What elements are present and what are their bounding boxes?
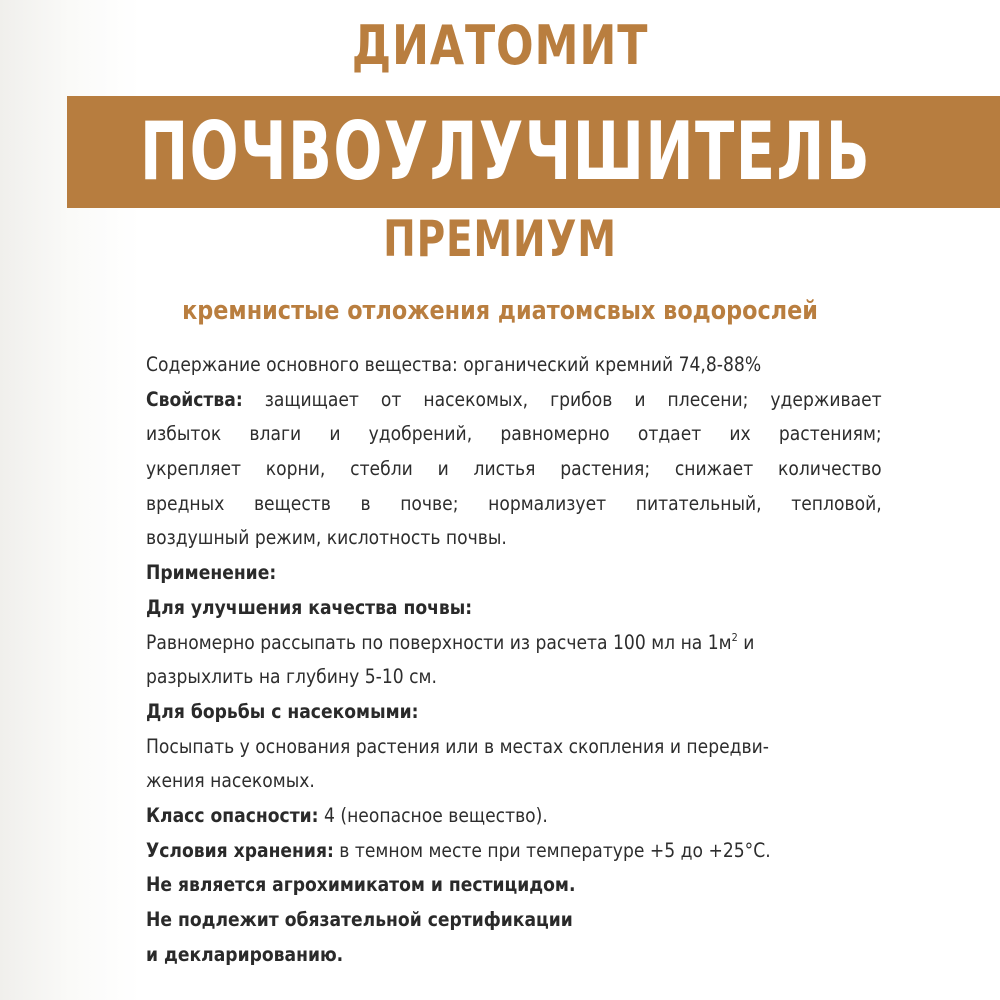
note-line: Не является агрохимикатом и пестицидом. [146, 873, 576, 897]
soil-instruction-line [146, 626, 797, 661]
properties-text: защищает от насекомых, грибов и плесени; удерживает [242, 387, 882, 411]
storage-value: в темном месте при температуре +5 до +25°C. [333, 838, 771, 862]
properties-line: укрепляет корни, стебли и листья растения; снижает количество [146, 457, 882, 481]
product-title: ПОЧВОУЛУЧШИТЕЛЬ [140, 105, 872, 198]
insects-instruction-line: Посыпать у основания растения или в местах скопления и передви- [146, 734, 769, 758]
subtitle: кремнистые отложения диатомсвых водорослей [182, 296, 818, 326]
properties-line: вредных веществ в почве; нормализует питательный, тепловой, [146, 491, 882, 515]
hazard-label: Класс опасности: [146, 803, 319, 827]
soil-heading: Для улучшения качества почвы: [146, 595, 473, 619]
soil-instruction-text: Равномерно рассыпать по поверхности из расчета 100 мл на 1м [146, 630, 732, 654]
hazard-line [146, 799, 797, 834]
properties-line: воздушный режим, кислотность почвы. [146, 526, 507, 550]
storage-line [146, 834, 797, 869]
insects-instruction-line: жения насекомых. [146, 769, 315, 793]
properties-line [146, 383, 882, 418]
note-line: и декларированию. [146, 942, 344, 966]
hazard-value: 4 (неопасное вещество). [318, 803, 548, 827]
composition-line: Содержание основного вещества: органический кремний 74,8-88% [146, 353, 762, 376]
soil-instruction-end: и [737, 630, 755, 654]
storage-label: Условия хранения: [146, 838, 334, 862]
soil-instruction-line: разрыхлить на глубину 5-10 см. [146, 665, 437, 689]
grade-label: ПРЕМИУМ [383, 210, 617, 268]
note-line: Не подлежит обязательной сертификации [146, 908, 573, 931]
insects-heading: Для борьбы с насекомыми: [146, 699, 419, 723]
application-heading: Применение: [146, 561, 277, 585]
properties-label: Свойства: [146, 387, 243, 411]
properties-line: избыток влаги и удобрений, равномерно отдает их растениям; [146, 422, 882, 446]
description-body [146, 348, 886, 972]
square-superscript: 2 [731, 630, 738, 644]
brand-title: ДИАТОМИТ [351, 14, 649, 77]
